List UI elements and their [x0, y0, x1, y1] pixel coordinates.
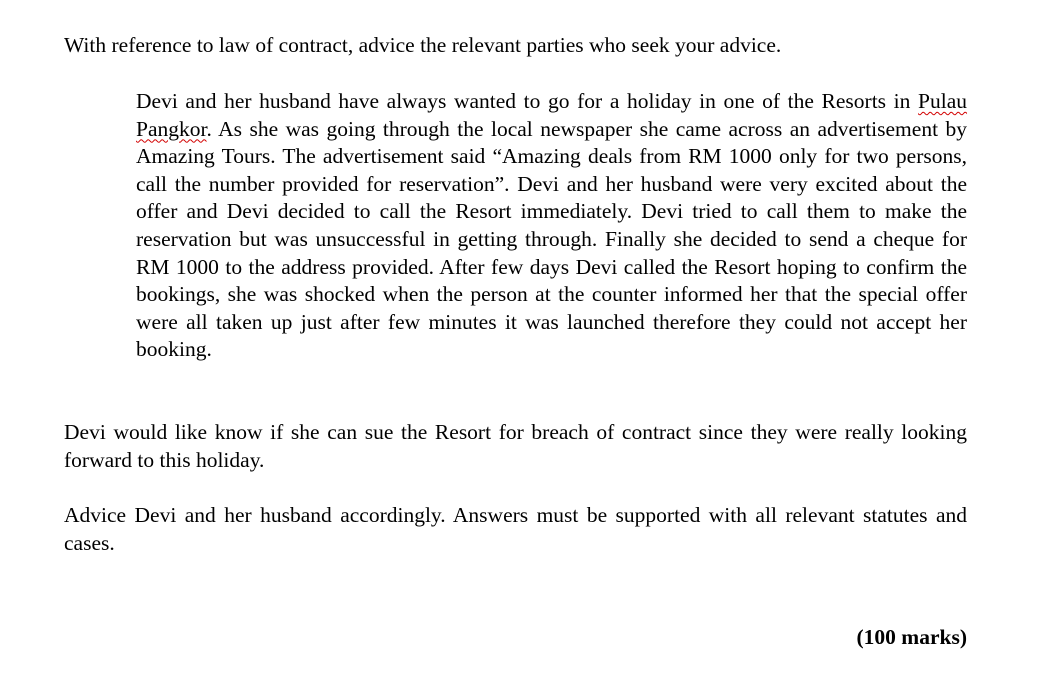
- question-paragraph: Devi would like know if she can sue the Resort for breach of contract since they were really looking forward to this holiday.: [64, 420, 967, 472]
- scenario-paragraph: [136, 88, 967, 364]
- intro-paragraph: With reference to law of contract, advice the relevant parties who seek your advice.: [64, 33, 782, 57]
- scenario-text-start: Devi and her husband have always wanted to go for a holiday in one of the Resorts in: [136, 89, 911, 113]
- scenario-text-rest: . As she was going through the local newspaper she came across an advertisement by Amazing Tours. The advertisement said “Amazing deals from RM 1000 only for two persons, call the number provided for reservation”. Devi and her husband were very excited about the offer and Devi decided to call the Resort immediately. Devi tried to call them to make the reservation but was unsuccessful in getting through. Finally she decided to send a cheque for RM 1000 to the address provided. After few days Devi called the Resort hoping to confirm the bookings, she was shocked when the person at the counter informed her that the special offer were all taken up just after few minutes it was launched therefore they could not accept her booking.: [136, 116, 967, 362]
- spellcheck-flagged-term[interactable]: Pulau Pangkor: [136, 89, 968, 141]
- marks-label: (100 marks): [856, 625, 967, 649]
- instruction-paragraph: Advice Devi and her husband accordingly. Answers must be supported with all relevant statutes and cases.: [64, 503, 967, 555]
